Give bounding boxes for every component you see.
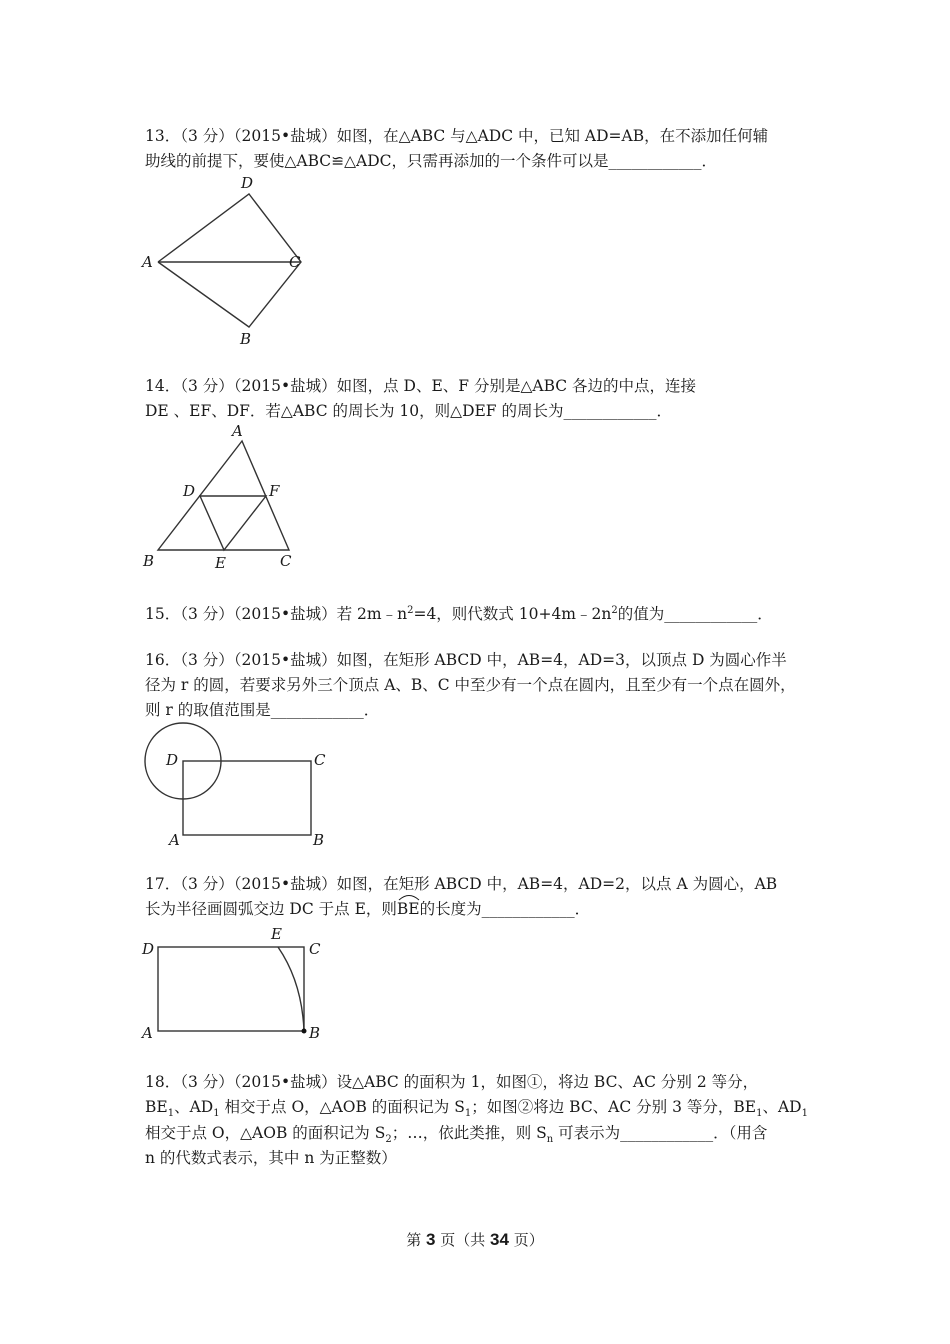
q16-label-a: A xyxy=(169,831,180,849)
q18-line1: 18．（3 分）（2015•盐城）设△ABC 的面积为 1，如图①，将边 BC、AC 分别 2 等分， xyxy=(145,1073,759,1091)
q16-label-b: B xyxy=(313,831,325,849)
q14-line1: 14．（3 分）（2015•盐城）如图，点 D、E、F 分别是△ABC 各边的中点，连接 xyxy=(145,377,697,395)
arc-be: BE xyxy=(397,899,420,919)
q16-label-d: D xyxy=(166,751,179,769)
q13-label-b: B xyxy=(240,330,252,348)
q16-line3: 则 r 的取值范围是____________． xyxy=(145,701,380,719)
q16-figure xyxy=(138,718,338,853)
q18-line3: 相交于点 O，△AOB 的面积记为 $S_2$；…，依此类推，则 $S_n$ 可表示为____________．（用含 xyxy=(145,1124,768,1146)
q16-label-c: C xyxy=(314,751,326,769)
q14-label-a: A xyxy=(232,422,243,440)
q13-line2: 助线的前提下，要使△ABC≌△ADC，只需再添加的一个条件可以是____________． xyxy=(145,152,718,170)
q14-figure xyxy=(138,420,308,575)
q17-label-d: D xyxy=(142,940,155,958)
q17-line1: 17．（3 分）（2015•盐城）如图，在矩形 ABCD 中，AB=4，AD=2，以点 A 为圆心，AB xyxy=(145,875,778,893)
q14-label-e: E xyxy=(215,554,226,572)
q16-line1: 16．（3 分）（2015•盐城）如图，在矩形 ABCD 中，AB=4，AD=3，以顶点 D 为圆心作半 xyxy=(145,651,787,669)
q17-label-a: A xyxy=(142,1024,153,1042)
q14-line2: DE 、EF、DF．若△ABC 的周长为 10，则△DEF 的周长为____________． xyxy=(145,402,672,420)
page-number: 3 xyxy=(426,1230,436,1249)
q17-line2: 长为半径画圆弧交边 DC 于点 E，则 BE的长度为____________． xyxy=(145,899,590,919)
q17-label-c: C xyxy=(309,940,321,958)
q18-line4: n 的代数式表示，其中 n 为正整数） xyxy=(145,1149,397,1167)
q17-label-e: E xyxy=(271,925,282,943)
q17-label-b: B xyxy=(309,1024,321,1042)
q14-label-c: C xyxy=(280,552,292,570)
q14-label-f: F xyxy=(269,482,280,500)
q13-label-a: A xyxy=(142,253,153,271)
q14-label-d: D xyxy=(183,482,196,500)
page-footer: 第 3 页（共 34 页） xyxy=(406,1230,544,1249)
q13-figure xyxy=(138,172,313,350)
q18-line2: $BE_1$、$AD_1$ 相交于点 O，△AOB 的面积记为 $S_1$；如图②将边 BC、AC 分别 3 等分，$BE_1$、$AD_1$ xyxy=(145,1098,808,1120)
q14-label-b: B xyxy=(143,552,155,570)
q15-line: 15．（3 分）（2015•盐城）若 $2m﹣n^2=4$，则代数式 $10+4m﹣2n^2$的值为____________． xyxy=(145,605,773,624)
q13-line1: 13．（3 分）（2015•盐城）如图，在△ABC 与△ADC 中，已知 AD=AB，在不添加任何辅 xyxy=(145,127,769,145)
q13-label-d: D xyxy=(241,174,254,192)
q13-label-c: C xyxy=(289,253,301,271)
q16-line2: 径为 r 的圆，若要求另外三个顶点 A、B、C 中至少有一个点在圆内，且至少有一个点在圆外， xyxy=(145,676,796,694)
total-pages: 34 xyxy=(490,1230,509,1249)
q17-figure xyxy=(138,922,338,1047)
